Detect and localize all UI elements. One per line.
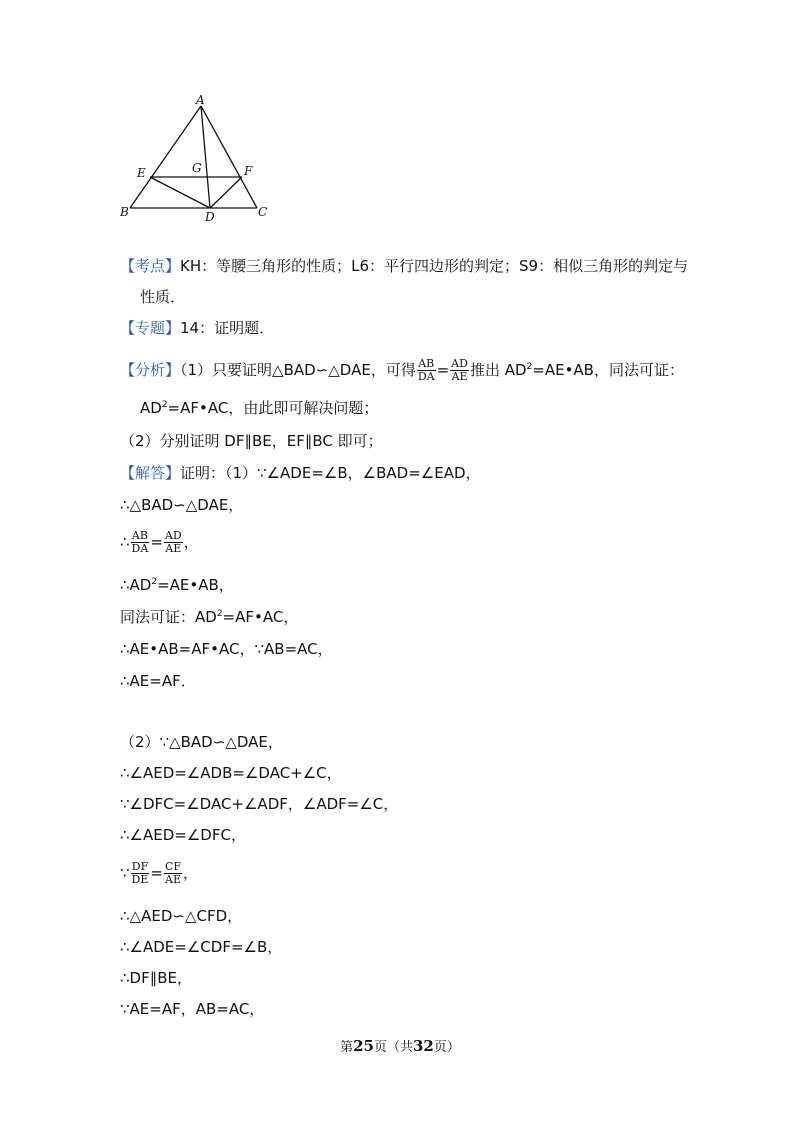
superscript: 2 (526, 362, 533, 372)
equals-sign: = (150, 864, 163, 882)
comma: ， (183, 533, 199, 551)
jieda-first: 证明：（1）∵∠ADE=∠B，∠BAD=∠EAD， (180, 464, 481, 482)
jieda-l4-a: ∴AD (120, 576, 152, 594)
fenxi-cont-b: =AF•AC，由此即可解决问题； (167, 399, 379, 417)
label-c: C (258, 205, 268, 219)
footer-middle: 页（共 (373, 1040, 413, 1055)
fraction-numerator: AB (418, 357, 435, 370)
jieda-l14: ∴∠ADE=∠CDF=∠B， (120, 938, 283, 956)
jieda-l16: ∵AE=AF，AB=AC， (120, 1000, 265, 1018)
fraction-denominator: AE (165, 542, 182, 555)
segment-ab (130, 106, 201, 208)
kaodian-line (120, 255, 688, 277)
label-f: F (244, 164, 253, 178)
comma: ， (183, 864, 199, 882)
label-a: A (196, 93, 205, 107)
fraction-denominator: AE (451, 370, 468, 383)
fraction (417, 358, 436, 383)
zhuanti-line (120, 317, 274, 339)
fenxi-part2: （2）分别证明 DF∥BE，EF∥BC 即可； (120, 432, 383, 450)
fenxi-p3: =AE•AB，同法可证： (532, 361, 684, 379)
kaodian-text: KH：等腰三角形的性质；L6：平行四边形的判定；S9：相似三角形的判定与 (180, 257, 689, 275)
jieda-l15: ∴DF∥BE， (120, 969, 192, 987)
fraction-numerator: AD (164, 529, 182, 542)
jieda-l7: ∴AE=AF． (120, 672, 196, 690)
page-total: 32 (413, 1037, 434, 1055)
jieda-line (120, 462, 481, 484)
jieda-l5 (120, 606, 298, 628)
jieda-l11: ∴∠AED=∠DFC， (120, 826, 246, 844)
fraction-denominator: DA (131, 542, 149, 555)
label-b: B (120, 205, 129, 219)
page-number: 25 (353, 1037, 374, 1055)
jieda-l5-b: =AF•AC， (222, 608, 299, 626)
jieda-l10: ∵∠DFC=∠DAC+∠ADF，∠ADF=∠C， (120, 795, 399, 813)
fraction-denominator: AE (165, 873, 181, 886)
jieda-l2: ∴△BAD∽△DAE， (120, 496, 244, 514)
zhuanti-tag: 【专题】 (120, 319, 181, 337)
fraction-numerator: AB (131, 529, 148, 542)
fenxi-p1: （1）只要证明△BAD∽△DAE，可得 (180, 361, 416, 379)
segment-ed (150, 177, 210, 208)
because-symbol: ∵ (120, 864, 130, 882)
jieda-l6: ∴AE•AB=AF•AC，∵AB=AC， (120, 640, 333, 658)
footer-prefix: 第 (340, 1040, 354, 1055)
fraction-numerator: CF (164, 860, 182, 873)
fenxi-cont (140, 397, 378, 419)
jieda-l5-a: 同法可证：AD (120, 608, 217, 626)
zhuanti-text: 14：证明题． (180, 319, 275, 337)
kaodian-cont: 性质． (140, 288, 186, 306)
label-g: G (192, 161, 202, 175)
jieda-l9: ∴∠AED=∠ADB=∠DAC+∠C， (120, 764, 342, 782)
fenxi-tag: 【分析】 (120, 361, 181, 379)
fraction-numerator: AD (451, 357, 468, 370)
jieda-l13: ∴△AED∽△CFD， (120, 907, 243, 925)
page-footer (0, 1036, 800, 1055)
jieda-tag: 【解答】 (120, 464, 181, 482)
label-e: E (137, 166, 146, 180)
jieda-l3 (120, 530, 199, 555)
fenxi-cont-a: AD (140, 399, 162, 417)
fraction (131, 861, 150, 886)
superscript: 2 (216, 609, 223, 619)
fraction (164, 530, 183, 555)
jieda-l8: （2）∵△BAD∽△DAE， (120, 733, 283, 751)
kaodian-tag: 【考点】 (120, 257, 181, 275)
fraction-numerator: DF (131, 860, 149, 873)
fenxi-p2: 推出 AD (469, 361, 527, 379)
segment-fd (210, 177, 242, 208)
superscript: 2 (151, 577, 158, 587)
fraction (164, 861, 182, 886)
superscript: 2 (161, 400, 168, 410)
segment-ad (201, 106, 210, 208)
fraction (131, 530, 150, 555)
therefore-symbol: ∴ (120, 533, 130, 551)
jieda-l4 (120, 574, 234, 596)
fraction (450, 358, 469, 383)
equals-sign: = (150, 533, 163, 551)
fenxi-line (120, 358, 684, 383)
fraction-denominator: DA (417, 370, 435, 383)
label-d: D (205, 210, 215, 224)
equals-sign: = (436, 361, 450, 379)
jieda-l12 (120, 861, 198, 886)
footer-suffix: 页） (433, 1040, 460, 1055)
jieda-l4-b: =AE•AB， (157, 576, 234, 594)
geometry-figure (112, 88, 282, 228)
fraction-denominator: DE (131, 873, 149, 886)
segment-ac (201, 106, 257, 208)
